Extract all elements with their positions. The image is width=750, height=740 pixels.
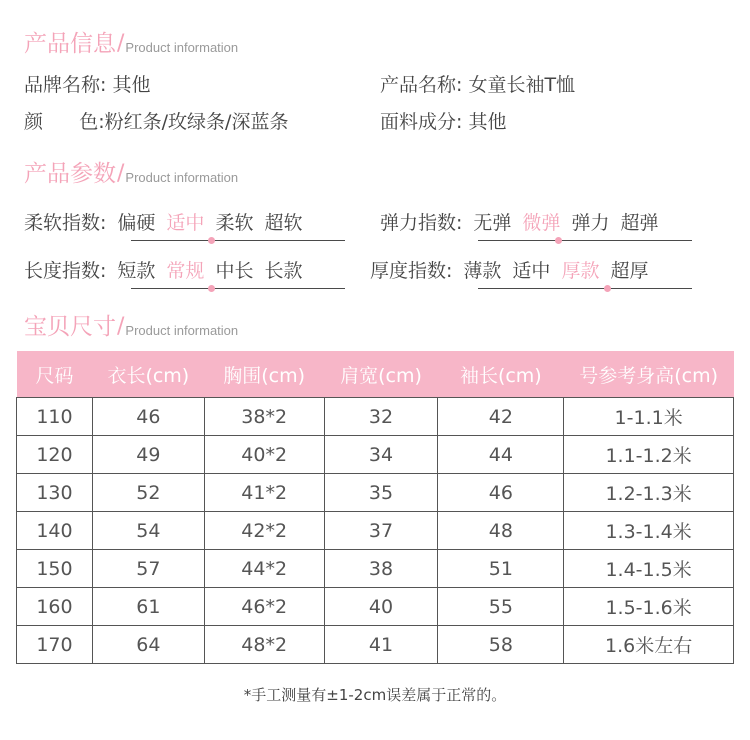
param-label: 厚度指数: (370, 260, 453, 282)
size-table-body (17, 398, 734, 664)
table-row (17, 436, 734, 474)
param-label: 柔软指数: (24, 212, 107, 234)
section-title-zh: 产品信息 (24, 31, 116, 57)
param-option-selected: 常规 (166, 260, 205, 282)
table-cell: 35 (324, 474, 438, 512)
section-title-size (24, 313, 238, 341)
table-cell: 49 (92, 436, 204, 474)
table-row (17, 588, 734, 626)
section-title-en: Product information (125, 323, 239, 338)
size-table-header (17, 351, 734, 398)
table-cell: 40*2 (204, 436, 324, 474)
section-title-zh: 宝贝尺寸 (24, 314, 116, 340)
section-title-zh: 产品参数 (24, 161, 116, 187)
info-product-name (380, 70, 575, 97)
table-cell: 42 (438, 398, 564, 436)
section-title-product-params (24, 160, 238, 188)
table-cell: 44*2 (204, 550, 324, 588)
table-cell: 38 (324, 550, 438, 588)
table-cell: 61 (92, 588, 204, 626)
table-cell: 48 (438, 512, 564, 550)
info-color (24, 107, 288, 134)
table-row (17, 398, 734, 436)
table-cell: 40 (324, 588, 438, 626)
param-scale-line (478, 288, 692, 289)
table-cell: 1-1.1米 (564, 398, 734, 436)
table-cell: 170 (17, 626, 93, 664)
param-option-selected: 适中 (166, 212, 205, 234)
table-cell: 64 (92, 626, 204, 664)
table-cell: 34 (324, 436, 438, 474)
table-row (17, 550, 734, 588)
table-cell: 52 (92, 474, 204, 512)
slash-divider: / (117, 161, 125, 186)
table-cell: 46 (92, 398, 204, 436)
product-name-label: 产品名称: (380, 74, 463, 96)
header-cell: 胸围(cm) (204, 351, 324, 398)
param-label: 长度指数: (24, 260, 107, 282)
param-option: 中长 (215, 260, 254, 282)
section-title-product-info (24, 30, 238, 58)
header-cell: 号参考身高(cm) (564, 351, 734, 398)
table-cell: 58 (438, 626, 564, 664)
table-cell: 54 (92, 512, 204, 550)
fabric-label: 面料成分: (380, 111, 463, 133)
table-cell: 110 (17, 398, 93, 436)
param-option: 超弹 (620, 212, 659, 234)
table-row (17, 474, 734, 512)
table-cell: 57 (92, 550, 204, 588)
param-option: 柔软 (215, 212, 254, 234)
param-option: 薄款 (463, 260, 502, 282)
table-cell: 41 (324, 626, 438, 664)
table-cell: 1.2-1.3米 (564, 474, 734, 512)
param-option: 适中 (512, 260, 551, 282)
header-cell: 尺码 (17, 351, 93, 398)
table-cell: 150 (17, 550, 93, 588)
param-indicator-dot (555, 237, 562, 244)
param-indicator-dot (208, 237, 215, 244)
info-fabric (380, 107, 506, 134)
brand-value: 其他 (112, 74, 151, 96)
param-elasticity (380, 208, 658, 235)
table-row (17, 512, 734, 550)
table-cell: 1.4-1.5米 (564, 550, 734, 588)
header-cell: 肩宽(cm) (324, 351, 438, 398)
table-row (17, 626, 734, 664)
color-value: 粉红条/玫绿条/深蓝条 (104, 111, 289, 133)
info-brand (24, 70, 150, 97)
table-cell: 130 (17, 474, 93, 512)
param-softness (24, 208, 302, 235)
param-length (24, 256, 302, 283)
table-cell: 55 (438, 588, 564, 626)
size-table (16, 351, 734, 664)
brand-label: 品牌名称: (24, 74, 107, 96)
param-scale-line (131, 240, 345, 241)
param-label: 弹力指数: (380, 212, 463, 234)
measurement-note: *手工测量有±1-2cm误差属于正常的。 (243, 686, 507, 704)
param-option: 短款 (117, 260, 156, 282)
table-cell: 120 (17, 436, 93, 474)
param-option: 无弹 (473, 212, 512, 234)
fabric-value: 其他 (468, 111, 507, 133)
table-cell: 38*2 (204, 398, 324, 436)
slash-divider: / (117, 31, 125, 56)
table-cell: 46*2 (204, 588, 324, 626)
section-title-en: Product information (125, 170, 239, 185)
param-option: 超软 (264, 212, 303, 234)
param-indicator-dot (604, 285, 611, 292)
slash-divider: / (117, 314, 125, 339)
color-label: 颜 色: (24, 111, 105, 133)
table-cell: 48*2 (204, 626, 324, 664)
table-cell: 1.6米左右 (564, 626, 734, 664)
param-option: 偏硬 (117, 212, 156, 234)
header-cell: 袖长(cm) (438, 351, 564, 398)
section-title-en: Product information (125, 40, 239, 55)
table-cell: 41*2 (204, 474, 324, 512)
param-scale-line (131, 288, 345, 289)
table-cell: 1.1-1.2米 (564, 436, 734, 474)
product-name-value: 女童长袖T恤 (468, 74, 576, 96)
param-option: 超厚 (610, 260, 649, 282)
param-option: 弹力 (571, 212, 610, 234)
header-cell: 衣长(cm) (92, 351, 204, 398)
param-option: 长款 (264, 260, 303, 282)
table-cell: 1.5-1.6米 (564, 588, 734, 626)
param-scale-line (478, 240, 692, 241)
param-thickness (370, 256, 648, 283)
table-cell: 1.3-1.4米 (564, 512, 734, 550)
table-cell: 140 (17, 512, 93, 550)
param-option-selected: 微弹 (522, 212, 561, 234)
table-cell: 44 (438, 436, 564, 474)
param-option-selected: 厚款 (561, 260, 600, 282)
table-cell: 37 (324, 512, 438, 550)
table-cell: 160 (17, 588, 93, 626)
table-cell: 42*2 (204, 512, 324, 550)
table-cell: 32 (324, 398, 438, 436)
table-cell: 46 (438, 474, 564, 512)
table-cell: 51 (438, 550, 564, 588)
param-indicator-dot (208, 285, 215, 292)
